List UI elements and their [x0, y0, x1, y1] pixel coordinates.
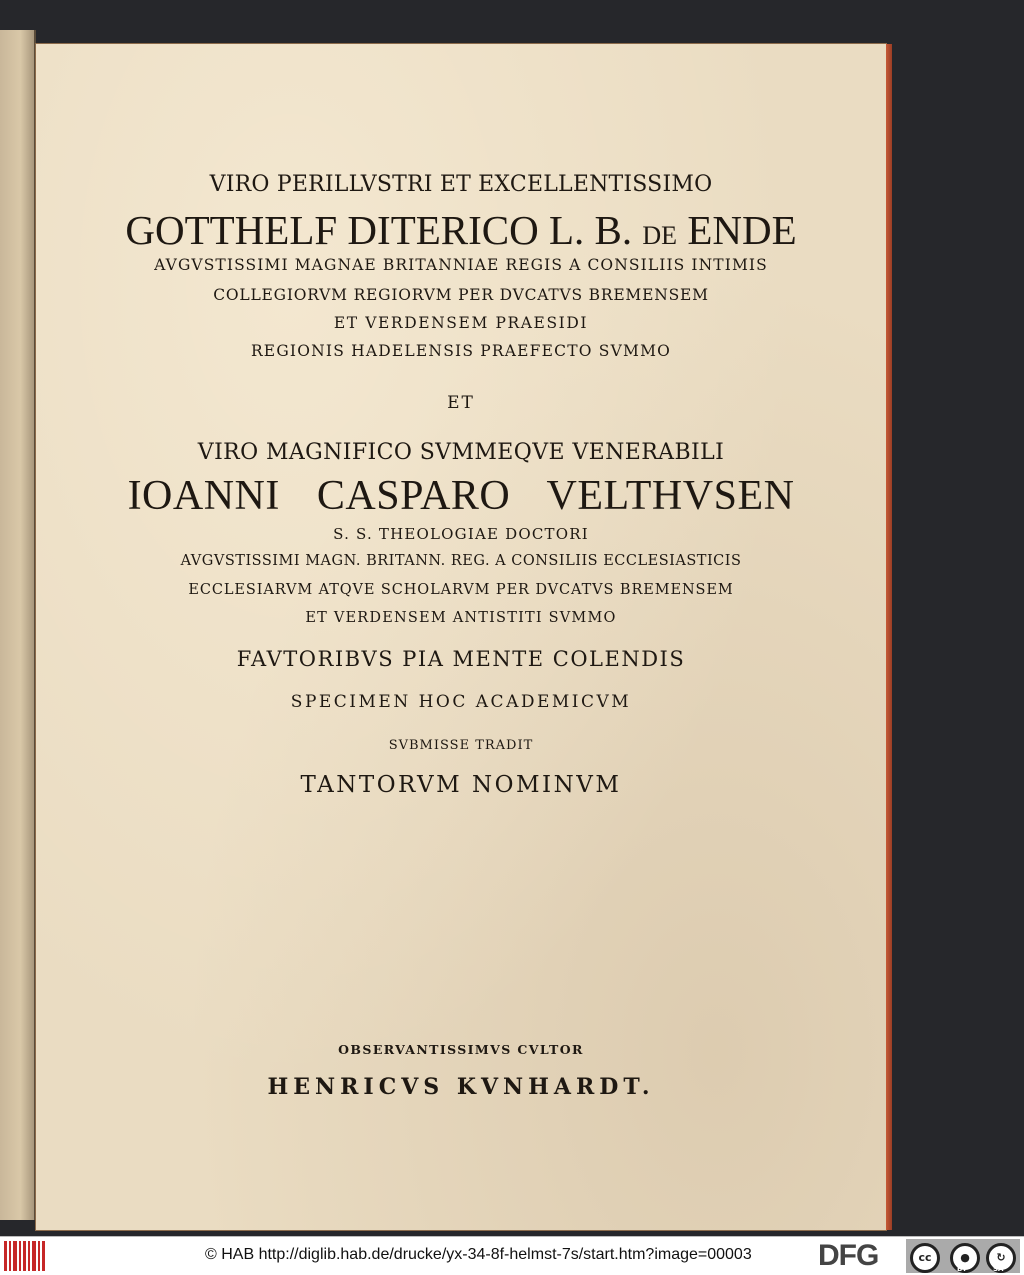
title-line-1: AVGVSTISSIMI MAGNAE BRITANNIAE REGIS A CONSILIIS INTIMIS	[154, 256, 768, 274]
dedication-line-1: VIRO PERILLVSTRI ET EXCELLENTISSIMO	[209, 172, 713, 197]
share-alike-icon: ↻	[986, 1243, 1016, 1273]
title-line-4: REGIONIS HADELENSIS PRAEFECTO SVMMO	[250, 342, 672, 360]
dedicatee-name-1-particle: DE	[642, 221, 678, 250]
dedicatee-name-1-surname: ENDE	[687, 207, 797, 253]
dedicatee-name-1	[36, 206, 886, 254]
cultor-line: OBSERVANTISSIMVS CVLTOR	[338, 1042, 584, 1057]
title-line-8: ET VERDENSEM ANTISTITI SVMMO	[305, 610, 617, 626]
by-person-icon: ●	[950, 1243, 980, 1273]
cc-icon: cc	[910, 1243, 940, 1273]
by-label: BY	[957, 1265, 968, 1273]
dedicatee-name-2: IOANNI CASPARO VELTHVSEN	[127, 473, 795, 519]
title-line-6: AVGVSTISSIMI MAGN. BRITANN. REG. A CONSILIIS ECCLESIASTICIS	[180, 553, 742, 569]
tantorum-line: TANTORVM NOMINVM	[300, 772, 622, 798]
footer-bar	[0, 1236, 1024, 1275]
patrons-line: FAVTORIBVS PIA MENTE COLENDIS	[236, 647, 686, 671]
dfg-logo: DFG	[818, 1239, 879, 1272]
copyright-link[interactable]: © HAB http://diglib.hab.de/drucke/yx-34-8f-helmst-7s/start.htm?image=00003	[205, 1246, 752, 1263]
barcode-icon	[4, 1241, 46, 1271]
dedicatee-name-1-main: GOTTHELF DITERICO L. B.	[125, 207, 633, 253]
specimen-line: SPECIMEN HOC ACADEMICVM	[290, 692, 632, 712]
previous-page-edge	[0, 30, 36, 1220]
title-line-2: COLLEGIORVM REGIORVM PER DVCATVS BREMENSEM	[213, 286, 709, 304]
title-line-7: ECCLESIARVM ATQVE SCHOLARVM PER DVCATVS BREMENSEM	[188, 582, 734, 598]
submisse-line: SVBMISSE TRADIT	[388, 738, 534, 753]
conjunction: ET	[447, 393, 475, 413]
page-edge	[886, 44, 892, 1230]
title-line-5: S. S. THEOLOGIAE DOCTORI	[333, 525, 589, 543]
dedication-line-2: VIRO MAGNIFICO SVMMEQVE VENERABILI	[197, 440, 725, 465]
sa-label: SA	[993, 1265, 1004, 1273]
author-name: HENRICVS KVNHARDT.	[267, 1074, 655, 1100]
title-line-3: ET VERDENSEM PRAESIDI	[333, 314, 589, 332]
cc-license-badge[interactable]	[906, 1239, 1020, 1273]
